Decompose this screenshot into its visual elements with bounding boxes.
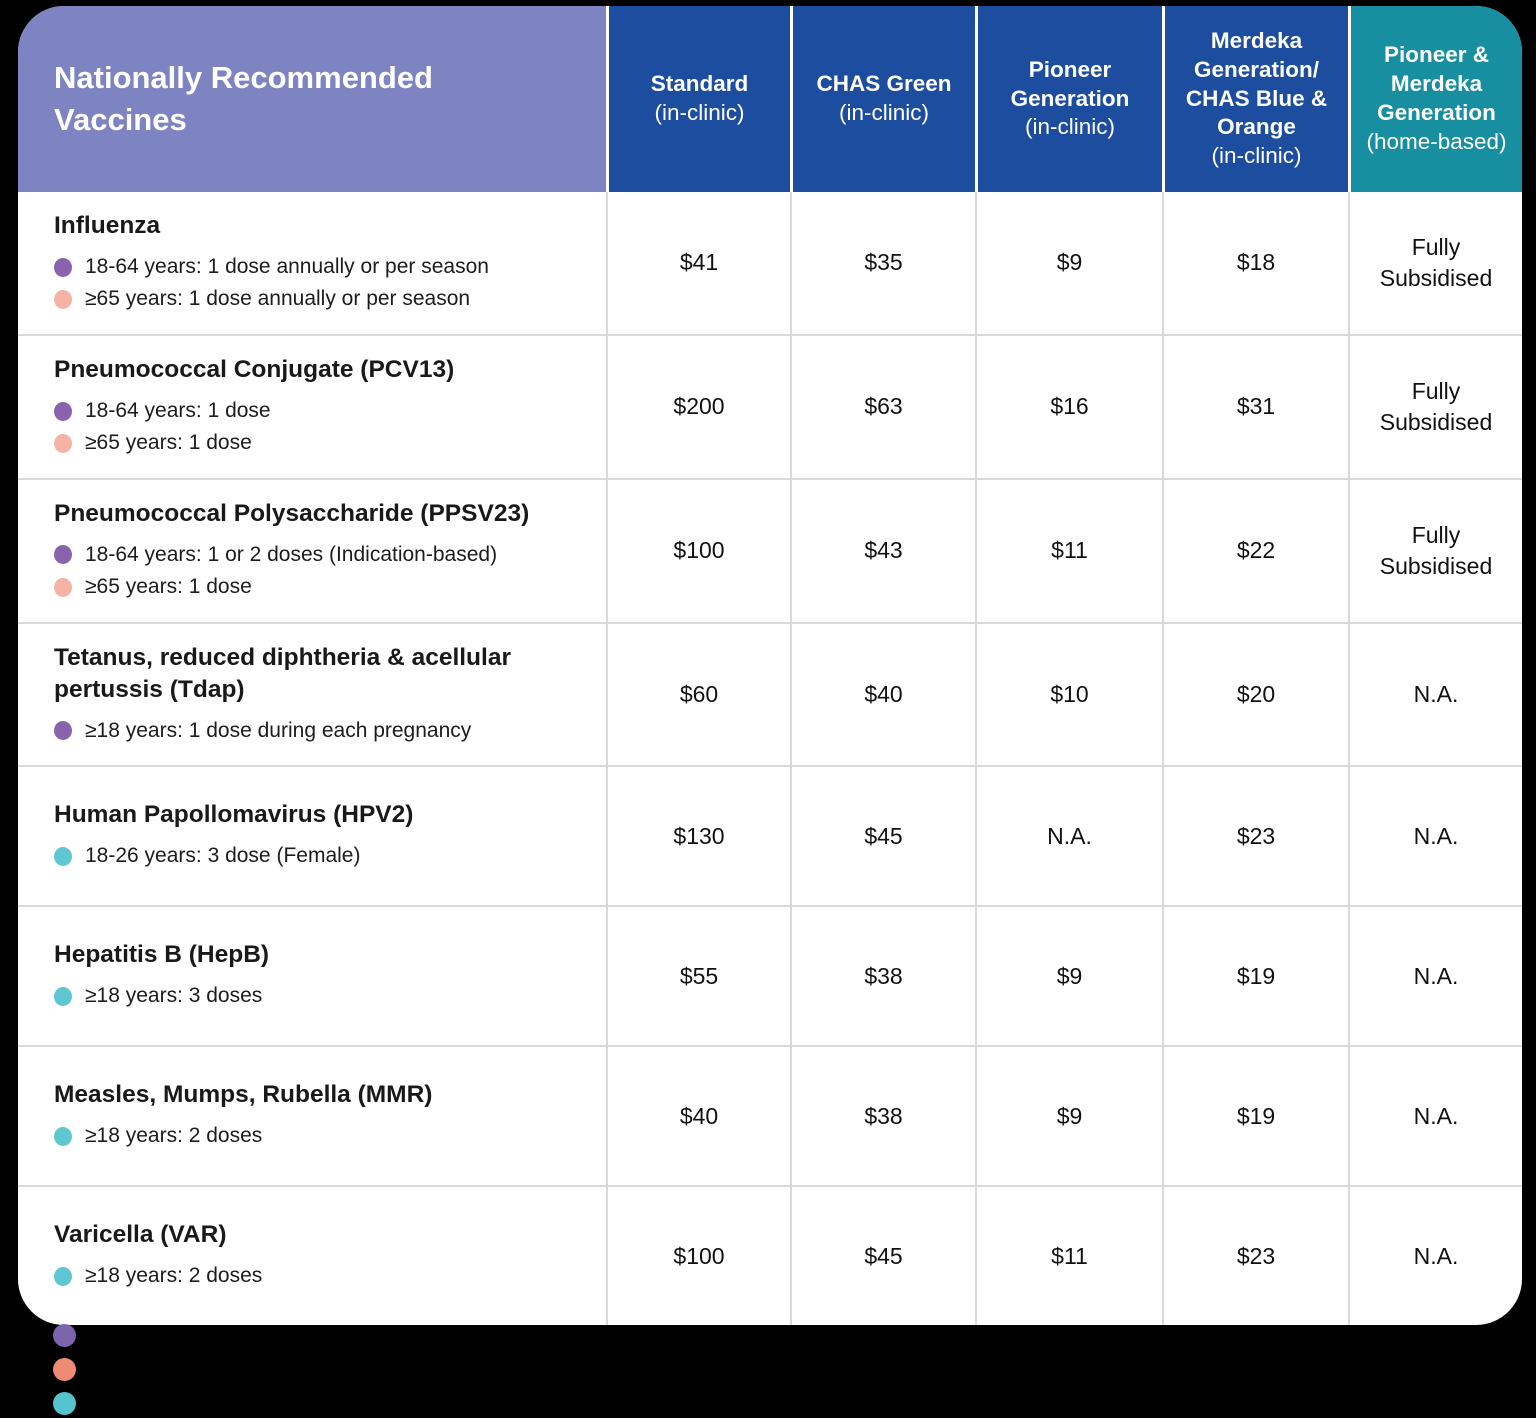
teal-dot-icon [54, 1127, 72, 1146]
price-cell: $19 [1162, 1047, 1348, 1185]
dose-text: 18-26 years: 3 dose (Female) [85, 844, 361, 868]
table-row [18, 765, 1522, 905]
table-row [18, 1185, 1522, 1325]
price-cell: $20 [1162, 624, 1348, 765]
column-header-4 [1162, 6, 1348, 192]
price-cell: $9 [975, 1047, 1162, 1185]
column-header-sub-label: (in-clinic) [654, 100, 745, 125]
price-cell: $11 [975, 480, 1162, 622]
table-row [18, 905, 1522, 1045]
column-header-bold-label: Merdeka Generation/ CHAS Blue & Orange [1185, 28, 1328, 140]
price-cell: N.A. [975, 767, 1162, 905]
price-cell: $38 [790, 907, 975, 1045]
column-header-bold-label: CHAS Green [816, 71, 952, 97]
price-cell: $45 [790, 1187, 975, 1325]
price-cell: $55 [606, 907, 790, 1045]
dose-line [54, 283, 576, 316]
vaccine-cell [18, 1047, 606, 1185]
column-header-5 [1348, 6, 1522, 192]
purple-legend-dot-icon [53, 1324, 76, 1347]
dose-line [54, 1260, 576, 1293]
column-header-bold-label: Pioneer Generation [1010, 56, 1130, 111]
dose-line [54, 395, 576, 428]
dose-line [54, 571, 576, 604]
legend-dots [53, 1324, 76, 1415]
price-cell: $40 [606, 1047, 790, 1185]
dose-line [54, 980, 576, 1013]
table-row [18, 478, 1522, 622]
price-cell: $60 [606, 624, 790, 765]
price-cell: Fully Subsidised [1348, 192, 1522, 334]
vaccine-name: Hepatitis B (HepB) [54, 941, 270, 969]
price-cell: $10 [975, 624, 1162, 765]
price-cell: $130 [606, 767, 790, 905]
dose-line [54, 715, 576, 748]
dose-text: ≥65 years: 1 dose [85, 431, 252, 455]
price-cell: $100 [606, 480, 790, 622]
column-header-bold-label: Pioneer & Merdeka Generation [1377, 42, 1496, 125]
vaccine-name: Pneumococcal Conjugate (PCV13) [54, 355, 455, 383]
price-cell: $35 [790, 192, 975, 334]
dose-line [54, 251, 576, 284]
dose-line [54, 539, 576, 572]
dose-text: ≥18 years: 3 doses [85, 984, 263, 1008]
vaccine-name: Human Papollomavirus (HPV2) [54, 801, 414, 829]
price-cell: $63 [790, 336, 975, 478]
teal-legend-dot-icon [53, 1392, 76, 1415]
salmon-dot-icon [54, 290, 72, 309]
vaccine-cell [18, 480, 606, 622]
price-cell: Fully Subsidised [1348, 336, 1522, 478]
dose-text: ≥18 years: 1 dose during each pregnancy [85, 718, 472, 742]
vaccine-cell [18, 624, 606, 765]
price-cell: $19 [1162, 907, 1348, 1045]
purple-dot-icon [54, 545, 72, 564]
dose-text: 18-64 years: 1 dose [85, 398, 271, 422]
price-cell: $41 [606, 192, 790, 334]
salmon-legend-dot-icon [53, 1358, 76, 1381]
vaccine-name: Tetanus, reduced diphtheria & acellular pertussis (Tdap) [54, 643, 511, 703]
dose-text: ≥18 years: 2 doses [85, 1264, 263, 1288]
price-cell: N.A. [1348, 1187, 1522, 1325]
vaccine-cell [18, 336, 606, 478]
purple-dot-icon [54, 721, 72, 740]
vaccine-cell [18, 1187, 606, 1325]
price-cell: $23 [1162, 767, 1348, 905]
price-cell: $11 [975, 1187, 1162, 1325]
table-row [18, 1045, 1522, 1185]
table-row [18, 622, 1522, 765]
dose-line [54, 1120, 576, 1153]
column-header-3 [975, 6, 1162, 192]
vaccine-name: Measles, Mumps, Rubella (MMR) [54, 1081, 433, 1109]
vaccine-name: Pneumococcal Polysaccharide (PPSV23) [54, 499, 530, 527]
table-title: Nationally Recommended Vaccines [18, 6, 606, 192]
salmon-dot-icon [54, 578, 72, 597]
dose-text: 18-64 years: 1 dose annually or per season [85, 254, 489, 278]
price-cell: $9 [975, 192, 1162, 334]
price-cell: $16 [975, 336, 1162, 478]
column-header-1 [606, 6, 790, 192]
dose-line [54, 427, 576, 460]
column-header-2 [790, 6, 975, 192]
price-cell: $200 [606, 336, 790, 478]
column-header-sub-label: (in-clinic) [1211, 143, 1302, 169]
dose-text: ≥65 years: 1 dose [85, 575, 252, 599]
price-cell: $38 [790, 1047, 975, 1185]
price-cell: Fully Subsidised [1348, 480, 1522, 622]
price-cell: N.A. [1348, 1047, 1522, 1185]
price-cell: $22 [1162, 480, 1348, 622]
column-header-sub-label: (home-based) [1366, 128, 1507, 154]
price-cell: $40 [790, 624, 975, 765]
dose-text: ≥18 years: 2 doses [85, 1124, 263, 1148]
purple-dot-icon [54, 402, 72, 421]
price-cell: $23 [1162, 1187, 1348, 1325]
price-cell: $9 [975, 907, 1162, 1045]
price-cell: N.A. [1348, 767, 1522, 905]
vaccine-cell [18, 767, 606, 905]
teal-dot-icon [54, 1267, 72, 1286]
price-cell: $31 [1162, 336, 1348, 478]
price-cell: $45 [790, 767, 975, 905]
column-header-sub-label: (in-clinic) [839, 100, 929, 125]
price-cell: $43 [790, 480, 975, 622]
vaccine-name: Varicella (VAR) [54, 1221, 227, 1249]
dose-text: 18-64 years: 1 or 2 doses (Indication-based) [85, 542, 498, 566]
price-cell: $18 [1162, 192, 1348, 334]
price-cell: N.A. [1348, 624, 1522, 765]
table-header-row [18, 6, 1522, 192]
price-cell: N.A. [1348, 907, 1522, 1045]
price-cell: $100 [606, 1187, 790, 1325]
vaccine-cell [18, 907, 606, 1045]
vaccine-name: Influenza [54, 212, 161, 239]
salmon-dot-icon [54, 434, 72, 453]
table-row [18, 334, 1522, 478]
dose-line [54, 840, 576, 873]
vaccine-cell [18, 192, 606, 334]
table-body [18, 192, 1522, 1325]
dose-text: ≥65 years: 1 dose annually or per season [85, 287, 471, 311]
column-header-sub-label: (in-clinic) [1025, 114, 1115, 140]
column-header-bold-label: Standard [650, 71, 749, 97]
teal-dot-icon [54, 987, 72, 1006]
table-row [18, 192, 1522, 334]
purple-dot-icon [54, 258, 72, 277]
teal-dot-icon [54, 847, 72, 866]
vaccine-price-table [18, 6, 1522, 1325]
